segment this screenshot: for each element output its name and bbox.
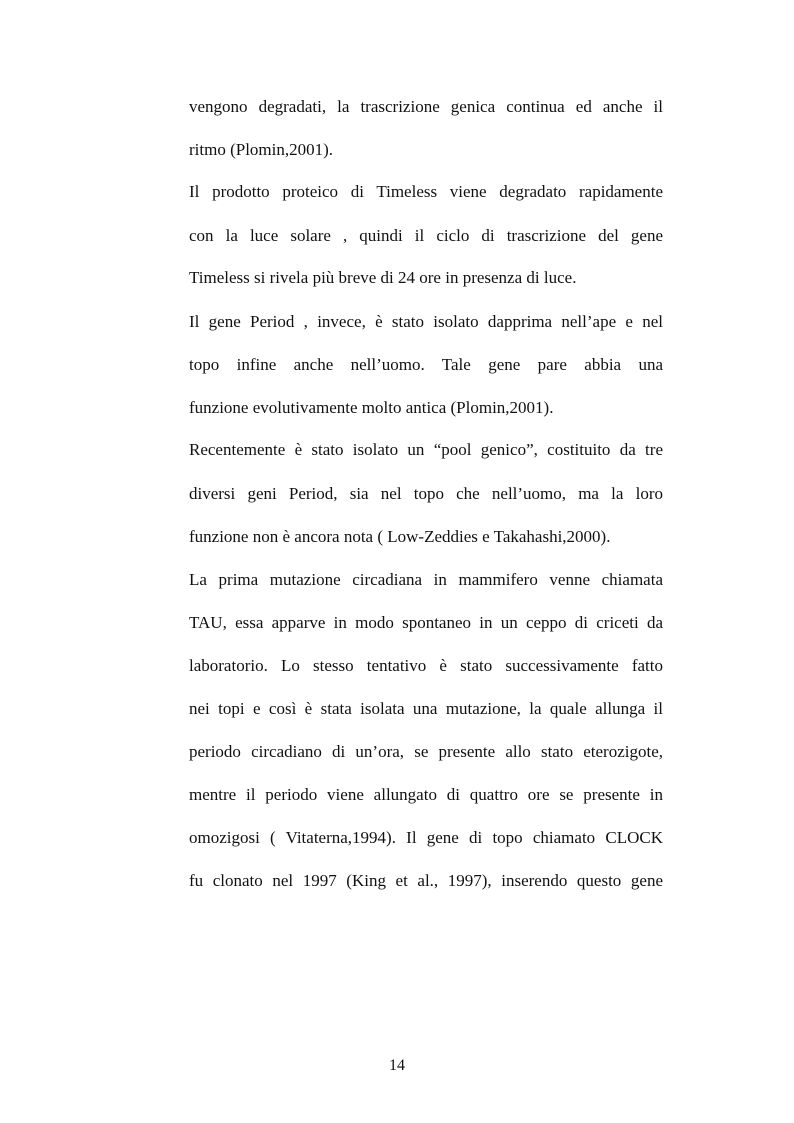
page-number: 14 (389, 1057, 405, 1074)
text-line-16: periodo circadiano di un’ora, se presente allo stato eterozigote, (189, 742, 663, 761)
text-line-12: La prima mutazione circadiana in mammifero venne chiamata (189, 570, 663, 589)
text-line-9: Recentemente è stato isolato un “pool genico”, costituito da tre (189, 440, 663, 459)
text-line-3: Il prodotto proteico di Timeless viene degradato rapidamente (189, 182, 663, 201)
text-line-15: nei topi e così è stata isolata una mutazione, la quale allunga il (189, 699, 663, 718)
text-line-7: topo infine anche nell’uomo. Tale gene pare abbia una (189, 355, 663, 374)
text-line-13: TAU, essa apparve in modo spontaneo in un ceppo di criceti da (189, 613, 663, 632)
text-line-5: Timeless si rivela più breve di 24 ore in presenza di luce. (189, 268, 577, 287)
text-line-2: ritmo (Plomin,2001). (189, 140, 334, 159)
text-line-14: laboratorio. Lo stesso tentativo è stato successivamente fatto (189, 656, 663, 675)
text-line-10: diversi geni Period, sia nel topo che nell’uomo, ma la loro (189, 484, 663, 503)
text-line-19: fu clonato nel 1997 (King et al., 1997), inserendo questo gene (189, 871, 663, 890)
text-line-8: funzione evolutivamente molto antica (Plomin,2001). (189, 398, 554, 417)
text-line-17: mentre il periodo viene allungato di quattro ore se presente in (189, 785, 663, 804)
text-line-4: con la luce solare , quindi il ciclo di trascrizione del gene (189, 226, 663, 245)
text-line-11: funzione non è ancora nota ( Low-Zeddies e Takahashi,2000). (189, 527, 611, 546)
text-line-1: vengono degradati, la trascrizione genica continua ed anche il (189, 97, 663, 116)
text-line-18: omozigosi ( Vitaterna,1994). Il gene di topo chiamato CLOCK (189, 828, 663, 847)
text-line-6: Il gene Period , invece, è stato isolato dapprima nell’ape e nel (189, 312, 663, 331)
